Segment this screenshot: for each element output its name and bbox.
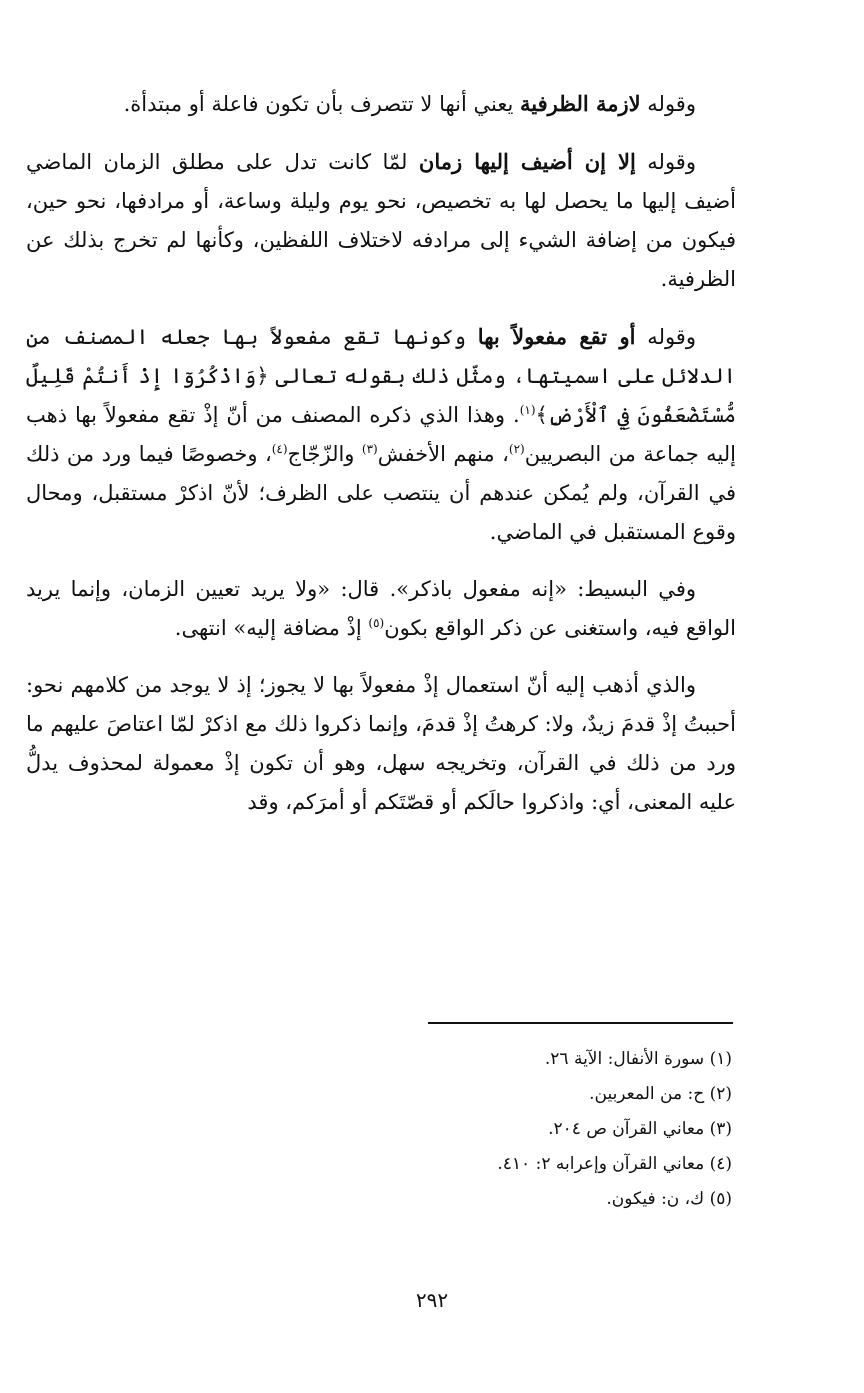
paragraph-4-text-b: إذْ مضافة إليه» انتهى. [174, 616, 369, 640]
footnote-2: (٢) ح: من المعربين. [589, 1084, 732, 1104]
paragraph-5-text: والذي أذهب إليه أنّ استعمال إذْ مفعولاً بها لا يجوز؛ إذ لا يوجد من كلامهم نحو: أحببتُ إذْ قدمَ زيدٌ، ولا: كرهتُ إذْ قدمَ، وإنما ذكروا ذلك مع اذكرْ لمّا اعتاصَ عليهم ما ورد من ذلك في القرآن، وتخريجه سهل، وهو أن تكون إذْ معمولة لمحذوف يدلُّ عليه المعنى، أي: واذكروا حالَكم أو قصّتَكم أو أمرَكم، وقد [26, 673, 736, 814]
paragraph-3 [26, 317, 736, 552]
paragraph-3-text-b: . وهذا الذي ذكره المصنف من أنّ إذْ تقع مفعولاً بها ذهب إليه جماعة من البصريين [26, 403, 736, 466]
paragraph-4-text-a: وفي البسيط: «إنه مفعول باذكر». قال: «ولا يريد تعيين الزمان، وإنما يريد الواقع فيه، واستغنى عن ذكر الواقع بكون [26, 577, 736, 640]
paragraph-3-text-a: وكونها تقع مفعولاً بها جعله المصنف من الدلائل على اسميتها، ومثّل ذلك بقوله تعالى [26, 325, 736, 388]
paragraph-1-lead: وقوله [640, 92, 696, 116]
page-number: ٢٩٢ [415, 1288, 449, 1312]
paragraph-3-text-c: ، منهم الأخفش [377, 442, 509, 466]
footnote-5: (٥) ك، ن: فيكون. [606, 1189, 732, 1209]
paragraph-2-lead: وقوله [635, 150, 696, 174]
footnote-ref-2[interactable]: (٢) [508, 442, 525, 456]
paragraph-3-text-e: ، وخصوصًا فيما ورد من ذلك في القرآن، ولم يُمكن عندهم أن ينتصب على الظرف؛ لأنّ اذكرْ مستقبل، ومحال وقوع المستقبل في الماضي. [26, 442, 736, 544]
footnotes [26, 1042, 732, 1217]
footnote-1: (١) سورة الأنفال: الآية ٢٦. [544, 1049, 732, 1069]
paragraph-3-lead: وقوله [635, 325, 696, 349]
paragraph-4 [26, 570, 736, 648]
footnote-ref-3[interactable]: (٣) [361, 442, 378, 456]
paragraph-2 [26, 142, 736, 299]
paragraph-5 [26, 666, 736, 822]
paragraph-2-text: لمّا كانت تدل على مطلق الزمان الماضي أضيف إليها ما يحصل لها به تخصيص، نحو يوم وليلة وساعة، أو مرادفها، نحو حين، فيكون من إضافة الشيء إلى مرادفه لاختلاف اللفظين، وكأنها لم تخرج بذلك عن الظرفية. [26, 150, 736, 291]
footnote-3: (٣) معاني القرآن ص ٢٠٤. [548, 1119, 732, 1139]
paragraph-3-bold-term: أو تقع مفعولاً بها [477, 324, 636, 349]
footnote-ref-5[interactable]: (٥) [368, 616, 385, 630]
footnote-ref-1[interactable]: (١) [519, 403, 536, 417]
footnote-4: (٤) معاني القرآن وإعرابه ٢: ٤١٠. [497, 1154, 732, 1174]
paragraph-3-text-d: والزّجّاج [287, 442, 362, 466]
paragraph-2-bold-term: إلا إن أضيف إليها زمان [418, 149, 636, 174]
footnote-separator [428, 1022, 733, 1024]
quran-verse: ﴿وَاذْكُرُوٓا إِذْ أَنتُمْ قَلِيلٌ مُّسْتَضْعَفُونَ فِي ٱلْأَرْضِ﴾ [26, 364, 736, 427]
paragraph-1-bold-term: لازمة الظرفية [520, 91, 641, 116]
paragraph-1 [26, 84, 736, 124]
paragraph-1-text: يعني أنها لا تتصرف بأن تكون فاعلة أو مبتدأة. [123, 92, 520, 116]
footnote-ref-4[interactable]: (٤) [271, 442, 288, 456]
